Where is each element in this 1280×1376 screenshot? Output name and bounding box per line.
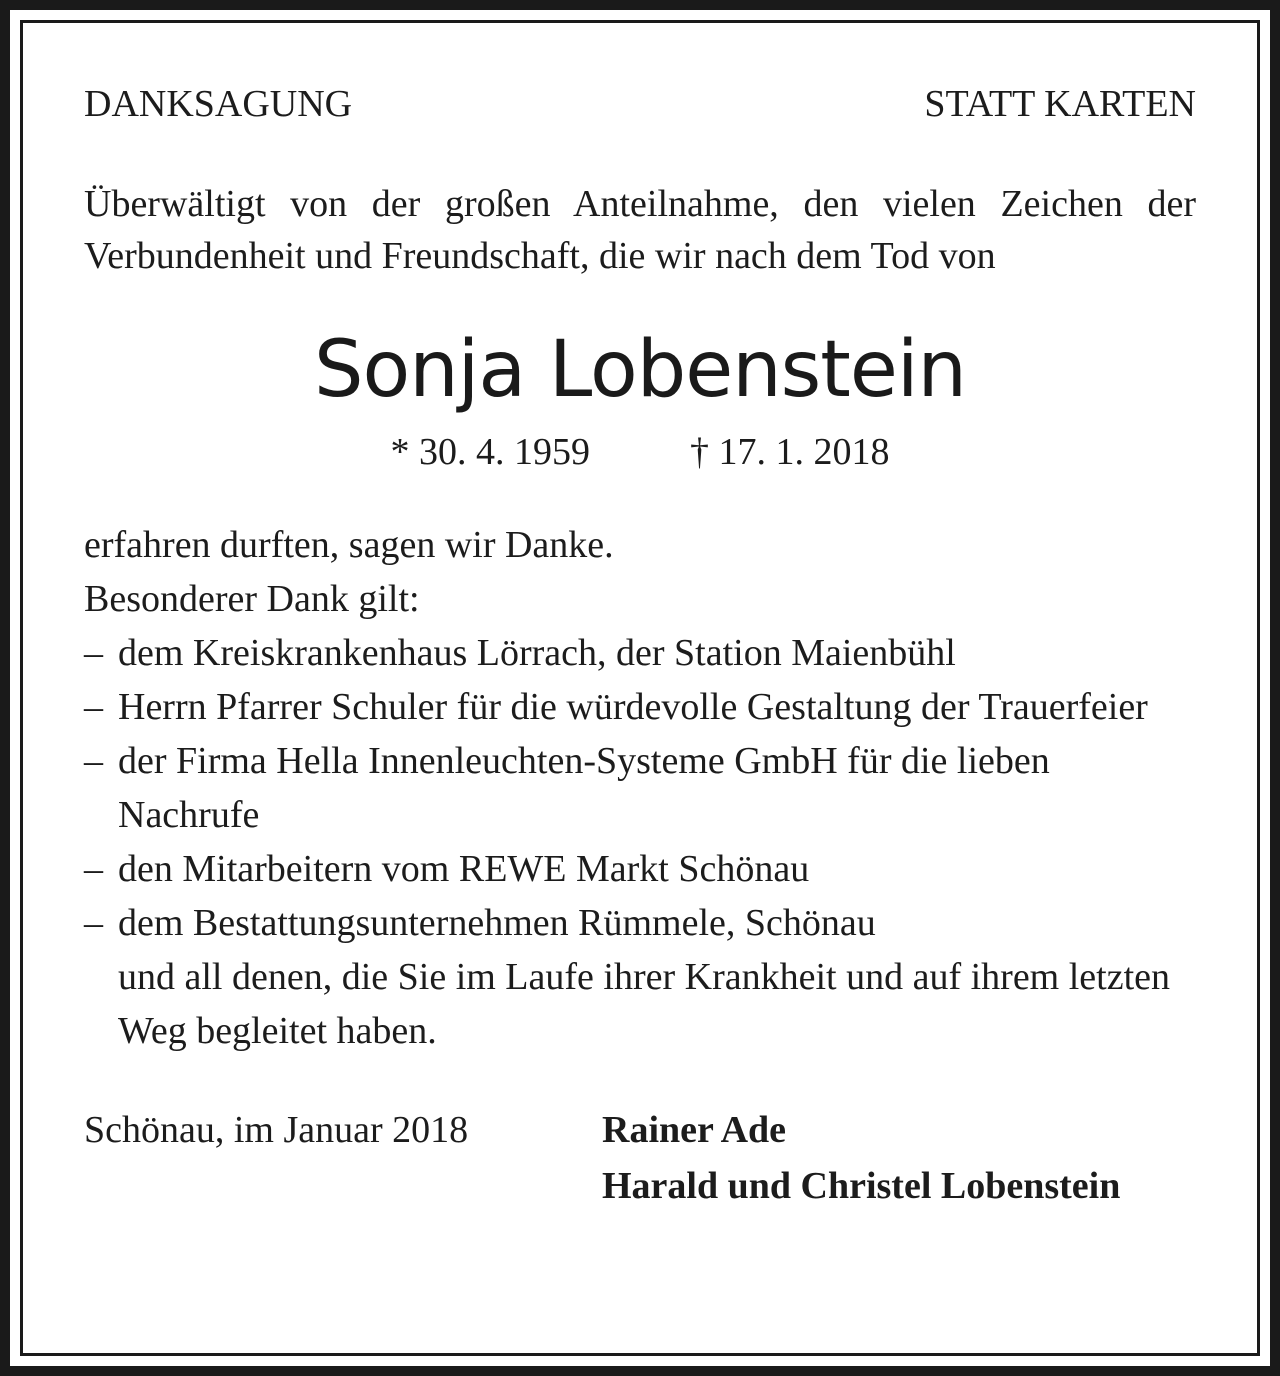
place-date: Schönau, im Januar 2018 (84, 1109, 469, 1151)
thanks-body (84, 518, 1196, 1058)
closing-text: und all denen, die Sie im Laufe ihrer Krankheit und auf ihrem letzten Weg begleitet haben. (118, 956, 1171, 1052)
list-item (84, 734, 1196, 842)
list-item-text: dem Kreiskrankenhaus Lörrach, der Station Maienbühl (118, 632, 956, 674)
list-item-text: dem Bestattungsunternehmen Rümmele, Schönau (118, 902, 876, 944)
list-item-text: Herrn Pfarrer Schuler für die würdevolle Gestaltung der Trauerfeier (118, 686, 1148, 728)
list-item (84, 842, 1196, 896)
intro-paragraph: Überwältigt von der großen Anteilnahme, den vielen Zeichen der Verbundenheit und Freundschaft, die wir nach dem Tod von (84, 183, 1196, 277)
dash-marker: – (84, 902, 103, 944)
dash-marker: – (84, 632, 103, 674)
list-item-text: den Mitarbeitern vom REWE Markt Schönau (118, 848, 810, 890)
birth-date: * 30. 4. 1959 (390, 431, 590, 473)
death-date: † 17. 1. 2018 (690, 431, 890, 473)
list-item (84, 896, 1196, 950)
signer-name: Harald und Christel Lobenstein (602, 1165, 1121, 1207)
special-thanks-heading: Besonderer Dank gilt: (84, 578, 420, 620)
header-danksagung: DANKSAGUNG (84, 83, 353, 125)
dash-marker: – (84, 848, 103, 890)
life-dates (84, 426, 1196, 478)
thanks-line: erfahren durften, sagen wir Danke. (84, 524, 614, 566)
signers (602, 1102, 1120, 1214)
header-row (84, 78, 1196, 130)
deceased-name: Sonja Lobenstein (314, 325, 966, 415)
list-item (84, 626, 1196, 680)
dash-marker: – (84, 686, 103, 728)
list-item-text: der Firma Hella Innenleuchten-Systeme GmbH für die lieben Nachrufe (118, 740, 1050, 836)
signer-name: Rainer Ade (602, 1109, 787, 1151)
obituary-notice (84, 78, 1196, 1214)
header-statt-karten: STATT KARTEN (924, 83, 1196, 125)
dash-marker: – (84, 740, 103, 782)
list-item (84, 680, 1196, 734)
thanks-list (84, 626, 1196, 950)
signature-block (84, 1102, 1196, 1214)
